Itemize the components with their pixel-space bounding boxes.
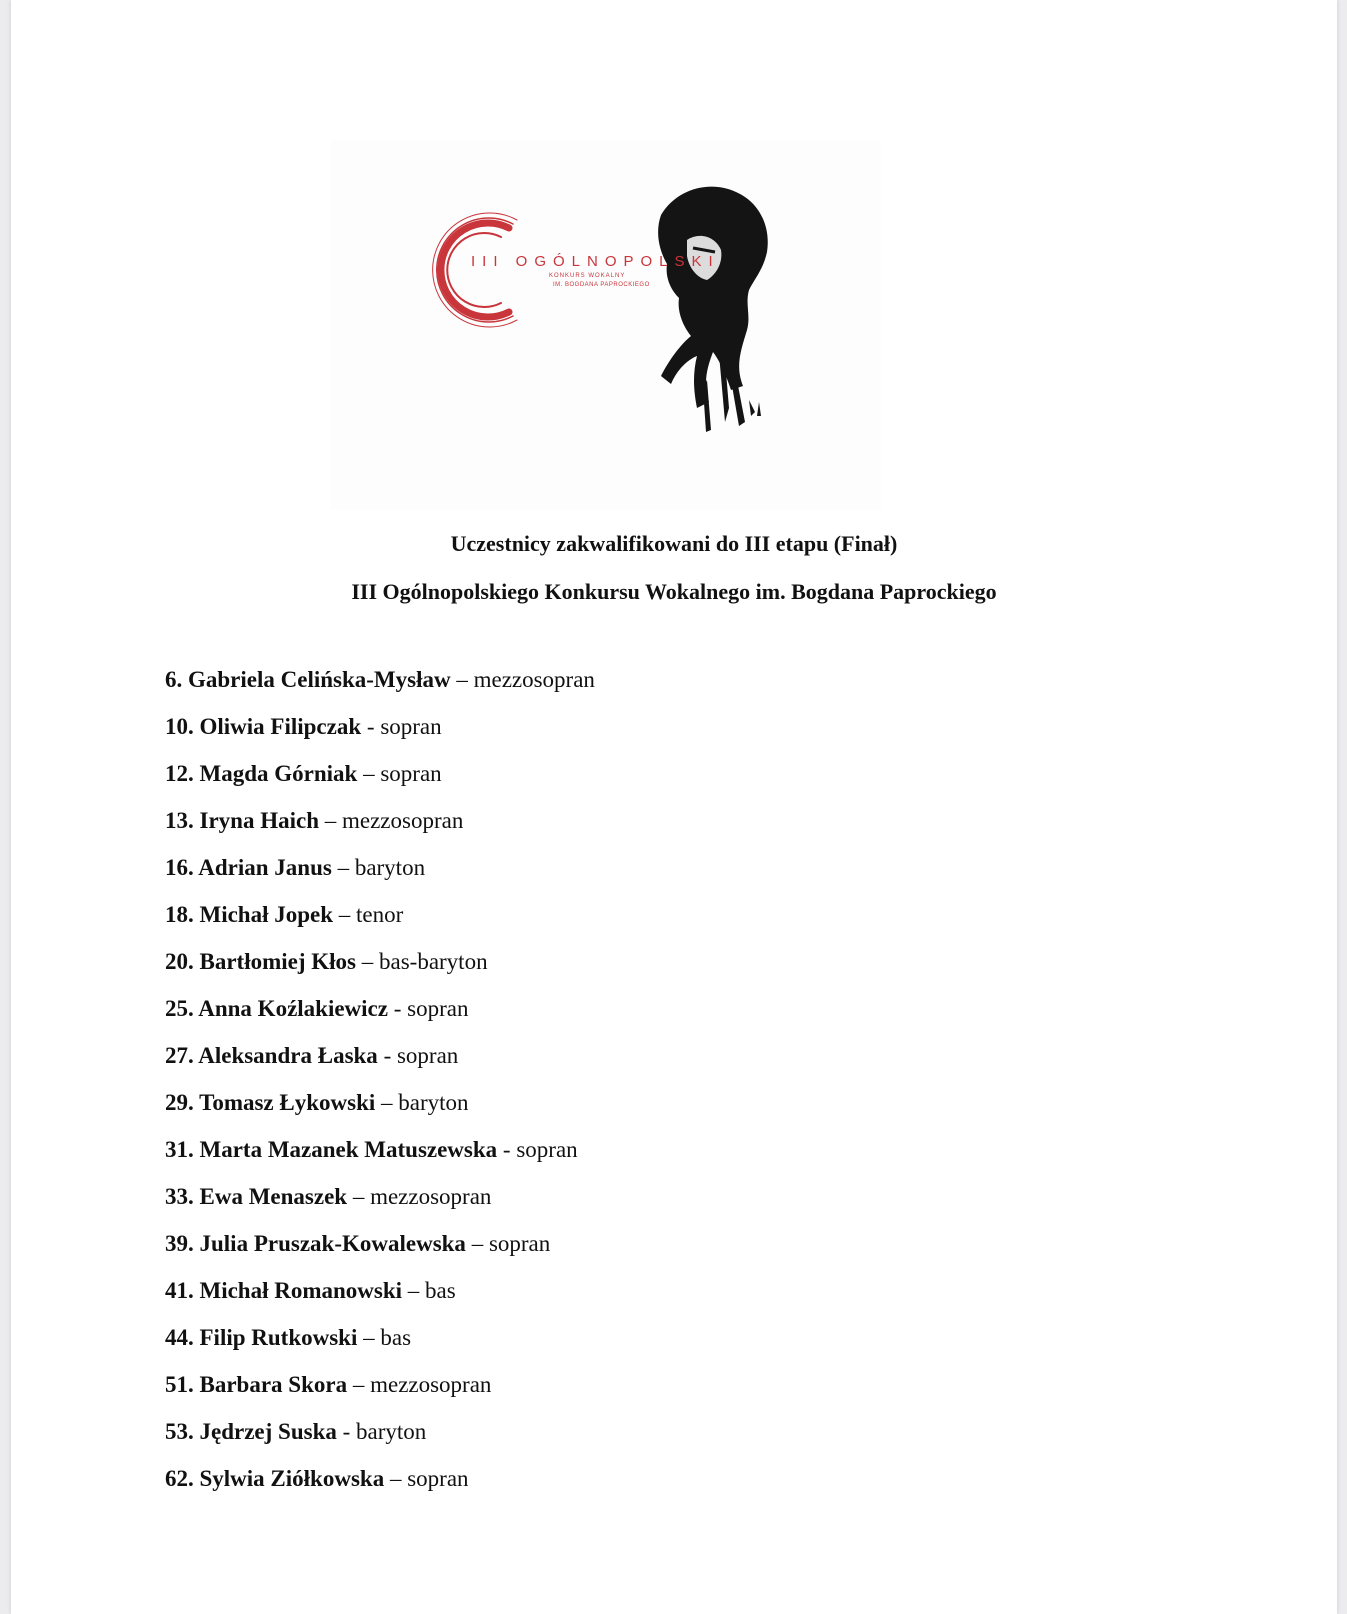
participant-name: 18. Michał Jopek — [165, 902, 334, 927]
voice-type: sopran — [516, 1137, 578, 1162]
voice-type: mezzosopran — [341, 808, 464, 833]
participant-name: 39. Julia Pruszak-Kowalewska — [165, 1231, 466, 1256]
voice-type: sopran — [407, 1466, 469, 1491]
logo-patron: IM. BOGDANA PAPROCKIEGO — [553, 282, 650, 288]
participant-name: 53. Jędrzej Suska — [165, 1419, 337, 1444]
separator: - — [361, 714, 381, 739]
participants-list — [165, 665, 595, 1511]
document-subtitle: III Ogólnopolskiego Konkursu Wokalnego im. Bogdana Paprockiego — [351, 579, 997, 604]
separator: – — [465, 1231, 489, 1256]
separator: – — [347, 1184, 371, 1209]
participant-name: 16. Adrian Janus — [165, 855, 332, 880]
participant-name: 33. Ewa Menaszek — [165, 1184, 348, 1209]
list-item — [165, 665, 595, 712]
participant-name: 25. Anna Koźlakiewicz — [165, 996, 388, 1021]
voice-type: sopran — [396, 1043, 459, 1068]
competition-logo — [331, 140, 881, 510]
separator: – — [384, 1466, 408, 1491]
voice-type: baryton — [354, 855, 426, 880]
list-item — [165, 947, 595, 994]
participant-name: 31. Marta Mazanek Matuszewska — [165, 1137, 498, 1162]
voice-type: mezzosopran — [370, 1372, 492, 1397]
list-item — [165, 900, 595, 947]
voice-type: sopran — [407, 996, 469, 1021]
list-item — [165, 1417, 595, 1464]
separator: – — [331, 855, 355, 880]
separator: - — [497, 1137, 517, 1162]
participant-name: 20. Bartłomiej Kłos — [165, 949, 356, 974]
voice-type: sopran — [380, 761, 442, 786]
separator: - — [377, 1043, 397, 1068]
list-item — [165, 1229, 595, 1276]
logo-title: III OGÓLNOPOLSKI — [471, 253, 720, 270]
voice-type: baryton — [398, 1090, 469, 1115]
participant-name: 41. Michał Romanowski — [165, 1278, 403, 1303]
list-item — [165, 1041, 595, 1088]
voice-type: bas — [380, 1325, 412, 1350]
list-item — [165, 1088, 595, 1135]
participant-name: 29. Tomasz Łykowski — [165, 1090, 376, 1115]
separator: – — [357, 761, 381, 786]
logo-subtitle: KONKURS WOKALNY — [549, 273, 626, 279]
voice-type: bas — [425, 1278, 456, 1303]
portrait-silhouette-icon — [658, 187, 768, 432]
list-item — [165, 1182, 595, 1229]
separator: - — [387, 996, 408, 1021]
voice-type: sopran — [488, 1231, 551, 1256]
list-item — [165, 1276, 595, 1323]
list-item — [165, 712, 595, 759]
separator: - — [336, 1419, 357, 1444]
list-item — [165, 1135, 595, 1182]
list-item — [165, 759, 595, 806]
participant-name: 51. Barbara Skora — [165, 1372, 348, 1397]
voice-type: mezzosopran — [473, 667, 595, 692]
separator: – — [402, 1278, 426, 1303]
participant-name: 62. Sylwia Ziółkowska — [165, 1466, 385, 1491]
participant-name: 27. Aleksandra Łaska — [165, 1043, 378, 1068]
voice-type: tenor — [356, 902, 404, 927]
document-title: Uczestnicy zakwalifikowani do III etapu (Finał) — [450, 531, 898, 556]
logo-graphic — [331, 140, 881, 510]
voice-type: baryton — [356, 1419, 427, 1444]
separator: – — [450, 667, 474, 692]
participant-name: 6. Gabriela Celińska-Mysław — [165, 667, 451, 692]
list-item — [165, 1464, 595, 1511]
participant-name: 12. Magda Górniak — [165, 761, 358, 786]
separator: – — [347, 1372, 371, 1397]
list-item — [165, 1323, 595, 1370]
list-item — [165, 1370, 595, 1417]
participant-name: 44. Filip Rutkowski — [165, 1325, 358, 1350]
separator: – — [333, 902, 357, 927]
voice-type: sopran — [380, 714, 442, 739]
list-item — [165, 806, 595, 853]
separator: – — [375, 1090, 399, 1115]
voice-type: bas-baryton — [379, 949, 488, 974]
list-item — [165, 994, 595, 1041]
separator: – — [356, 949, 379, 974]
participant-name: 13. Iryna Haich — [165, 808, 319, 833]
separator: – — [318, 808, 342, 833]
voice-type: mezzosopran — [370, 1184, 492, 1209]
document-page — [11, 0, 1337, 1614]
separator: – — [357, 1325, 381, 1350]
participant-name: 10. Oliwia Filipczak — [165, 714, 362, 739]
list-item — [165, 853, 595, 900]
